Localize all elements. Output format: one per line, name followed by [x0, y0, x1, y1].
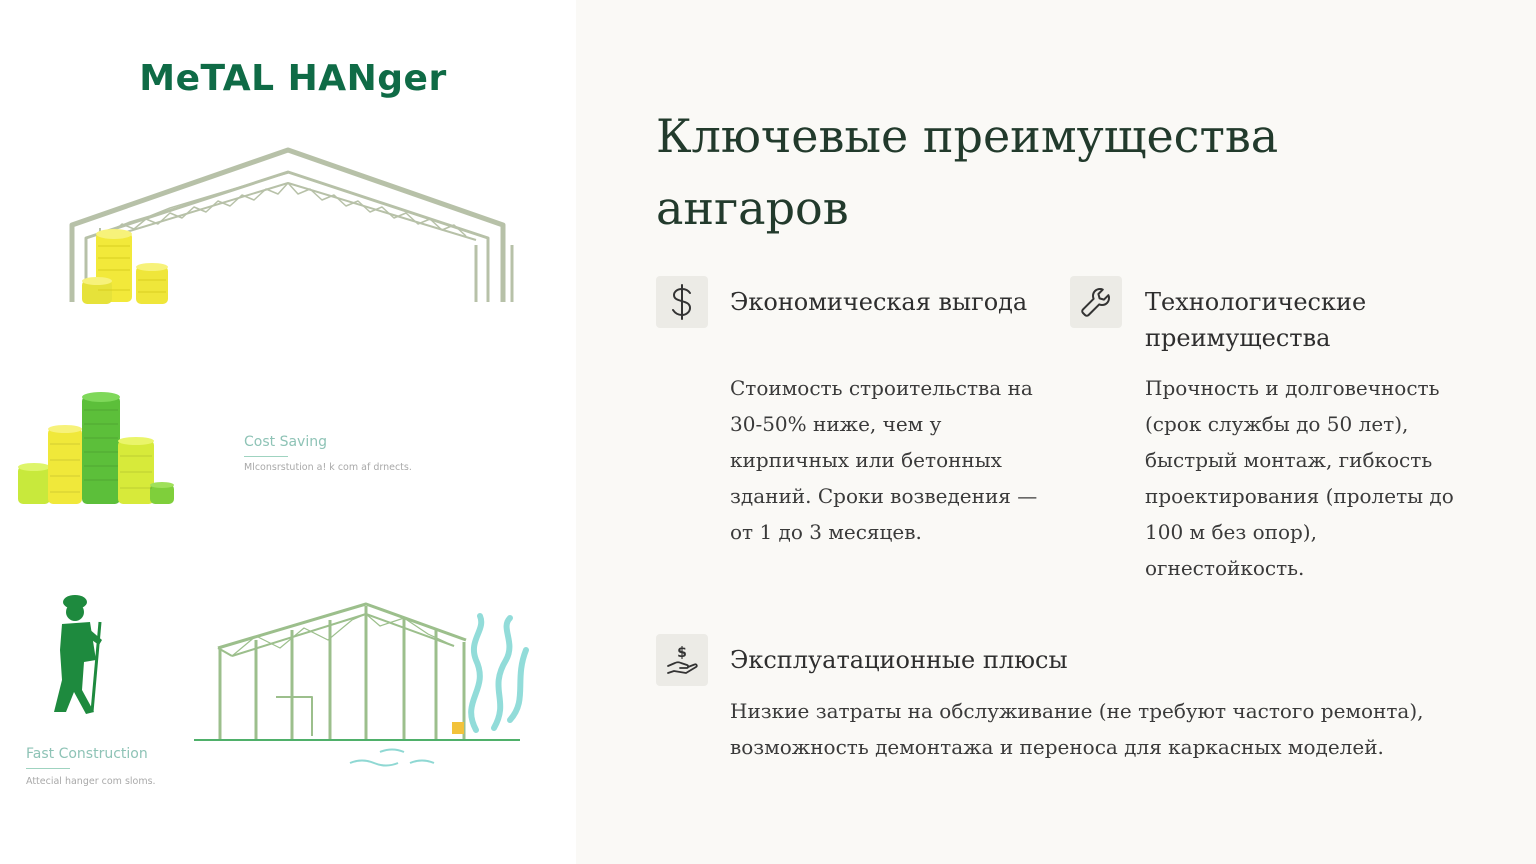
coin-stacks-top: [82, 229, 168, 304]
cost-saving-subtitle: Mlconsrstution a! k com af drnects.: [244, 462, 412, 473]
feature-text-operational: Низкие затраты на обслуживание (не требуют частого ремонта), возможность демонтажа и переноса для каркасных моделей.: [730, 699, 1424, 759]
illustration-panel: [0, 0, 576, 864]
water-splash: [471, 616, 526, 730]
feature-title-operational: Эксплуатационные плюсы: [730, 646, 1068, 674]
feature-icon-box-operational: [656, 634, 708, 686]
page-title: Ключевые преимущества ангаров: [656, 109, 1279, 235]
feature-title-tech: Технологические преимущества: [1145, 288, 1367, 352]
coin-stacks-middle: [18, 392, 174, 504]
feature-text-tech: Прочность и долговечность (срок службы до 50 лет), быстрый монтаж, гибкость проектирования (пролеты до 100 м без опор), огнестойкость.: [1145, 376, 1454, 580]
worker-figure: [54, 595, 102, 714]
water-waves: [350, 750, 434, 766]
cost-saving-caption: Cost Saving: [244, 434, 327, 450]
fast-construction-underline: [26, 768, 70, 769]
extinguisher-icon: [452, 722, 464, 734]
svg-text:$: $: [677, 645, 687, 661]
fast-construction-subtitle: Attecial hanger com sloms.: [26, 776, 156, 787]
feature-text-economic: Стоимость строительства на 30-50% ниже, чем у кирпичных или бетонных зданий. Сроки возведения — от 1 до 3 месяцев.: [730, 376, 1038, 544]
hand-coin-icon: [664, 642, 700, 678]
wrench-icon: [1079, 285, 1113, 319]
feature-icon-box-tech: [1070, 276, 1122, 328]
feature-icon-box-economic: [656, 276, 708, 328]
feature-title-economic: Экономическая выгода: [730, 288, 1028, 316]
hangar-illustration: [0, 0, 576, 864]
logo-text: MeTAL HANger: [139, 58, 447, 99]
cost-saving-underline: [244, 456, 288, 457]
dollar-icon: [668, 284, 696, 320]
fast-construction-caption: Fast Construction: [26, 746, 148, 762]
content-panel: [576, 0, 1536, 864]
